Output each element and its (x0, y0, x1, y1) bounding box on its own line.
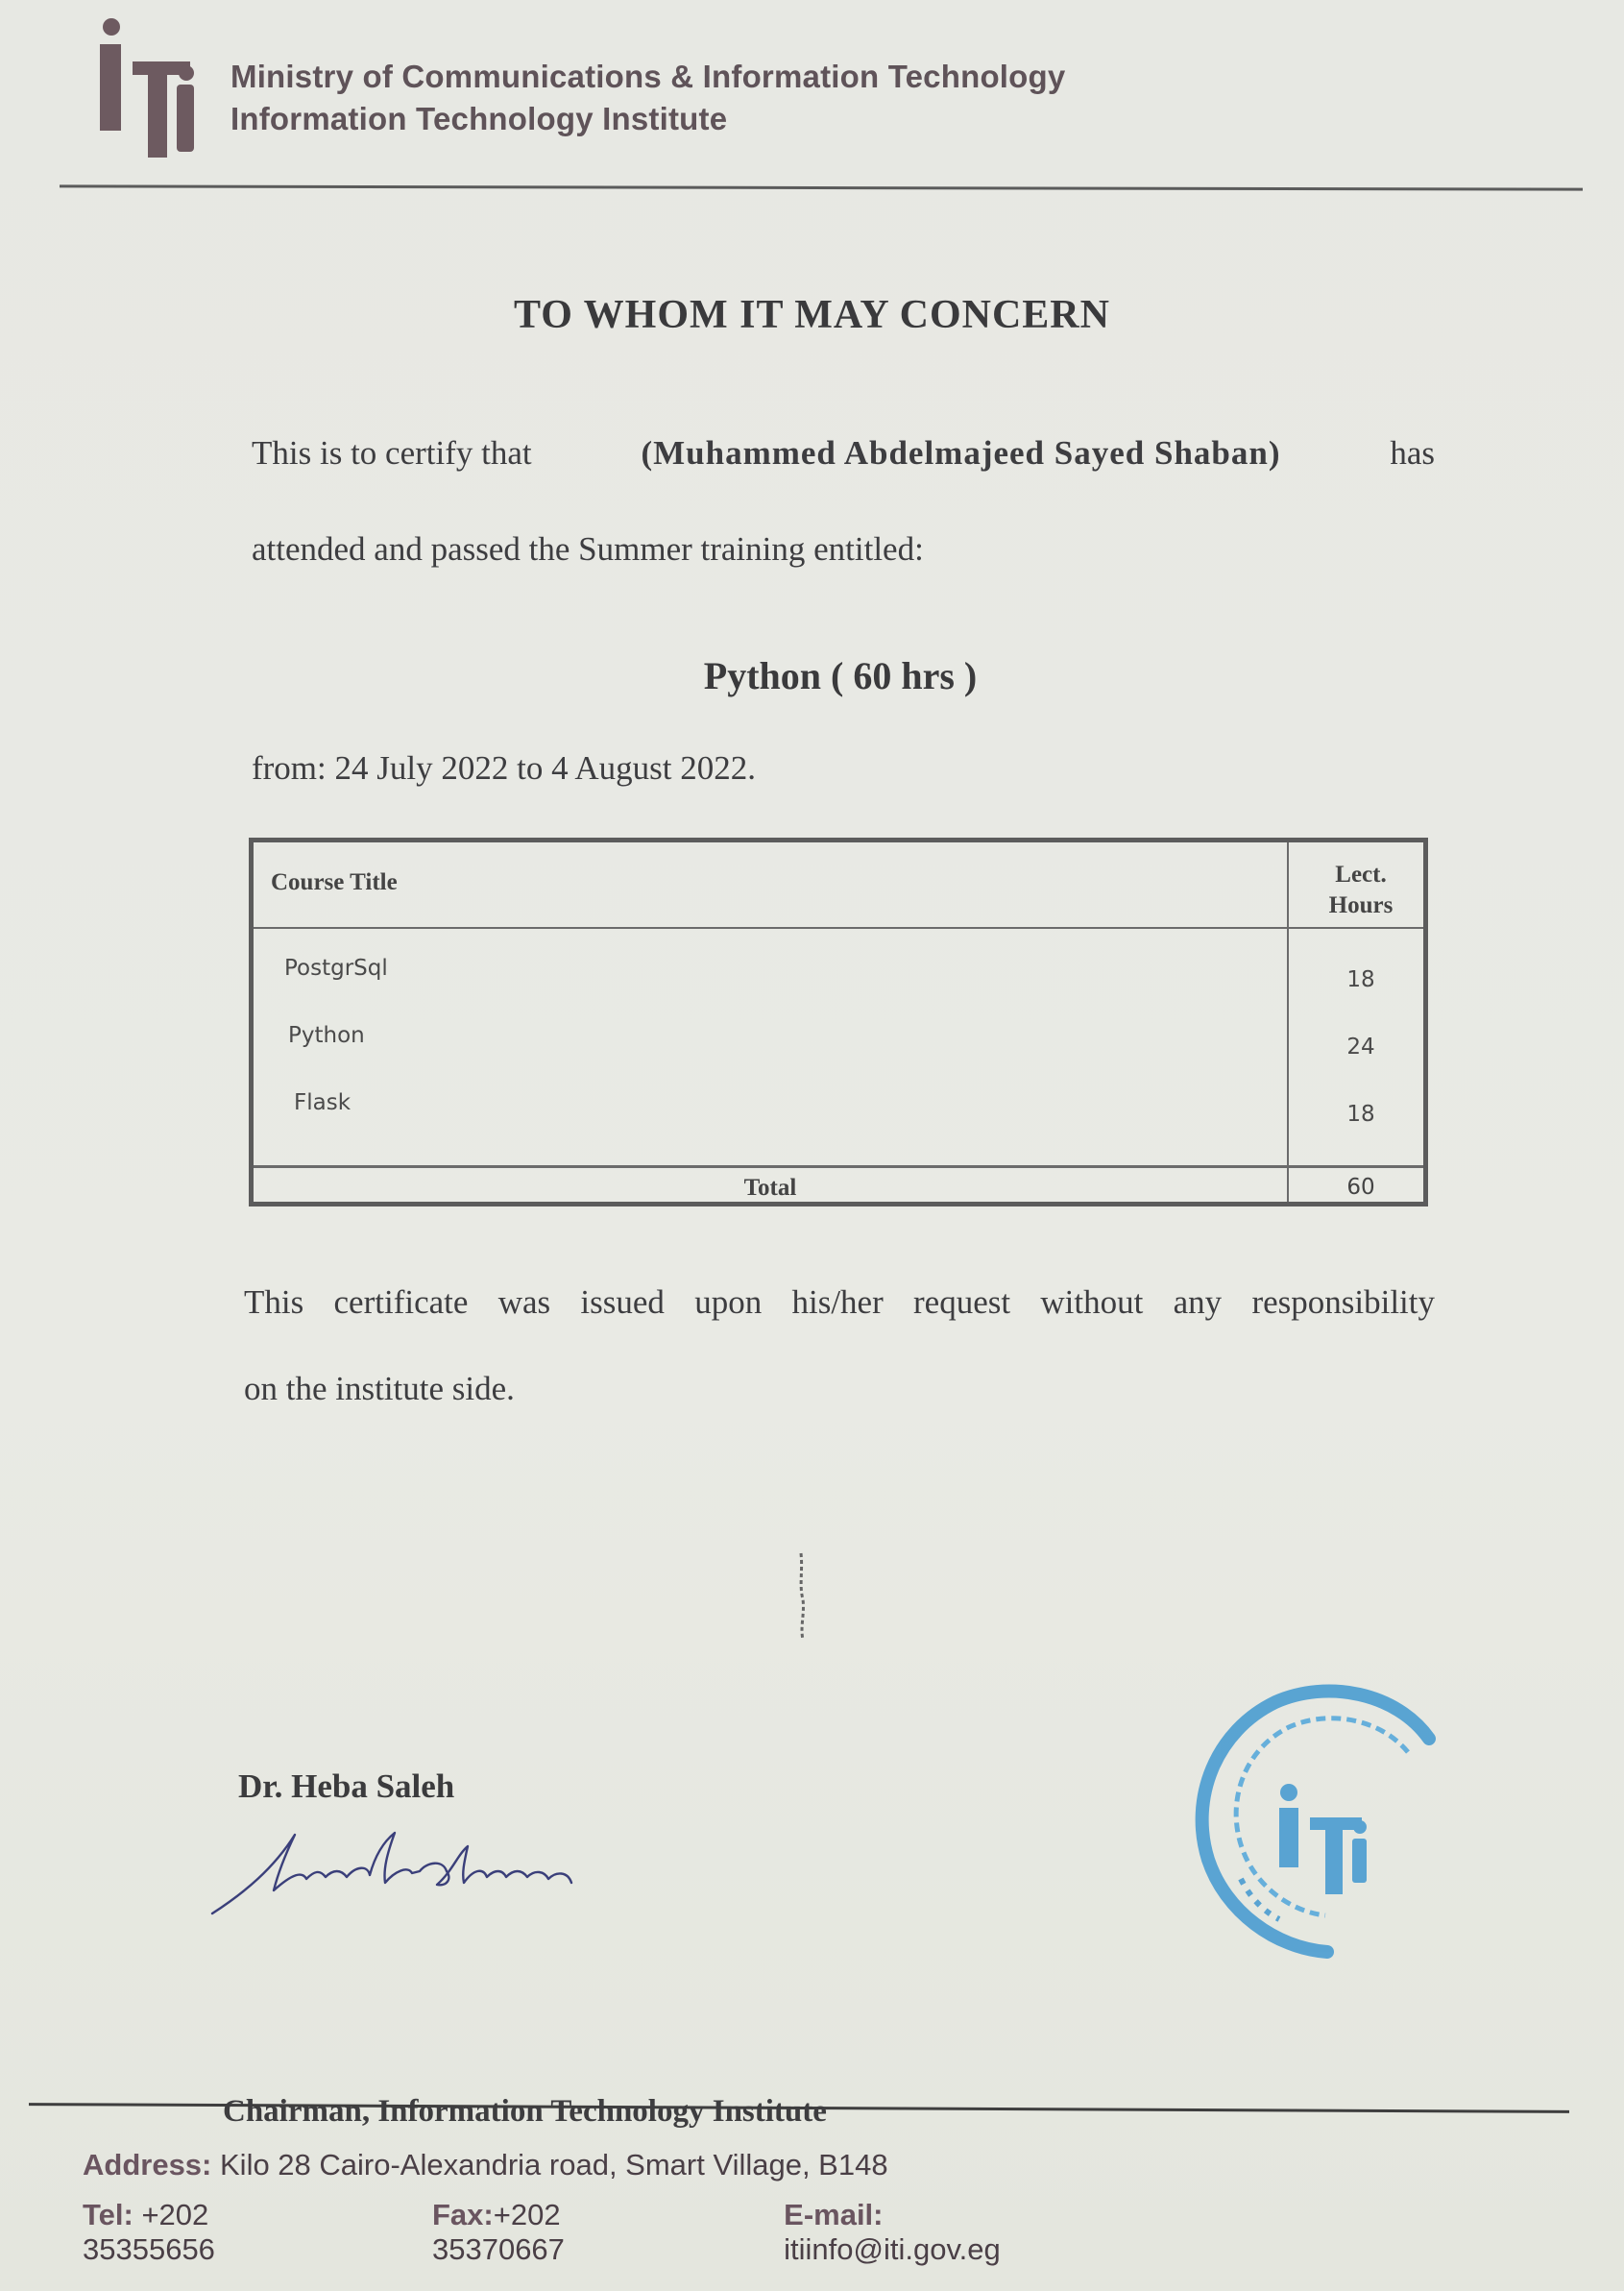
tel-value: +202 35355656 (83, 2198, 215, 2266)
disclaimer-word: responsibility (1251, 1283, 1435, 1321)
course-title: Python ( 60 hrs ) (703, 654, 978, 697)
table-row-hours: 18 (1346, 967, 1375, 992)
email-label: E-mail: (784, 2198, 884, 2231)
column-header-hours (1289, 860, 1433, 921)
column-header-course: Course Title (271, 869, 398, 895)
column-header-hours-line1: Lect. (1335, 862, 1387, 888)
certify-has: has (1390, 434, 1435, 472)
header-divider (60, 184, 1583, 190)
course-table (249, 838, 1428, 1206)
certify-intro: This is to certify that (252, 434, 532, 472)
disclaimer-word: was (497, 1283, 551, 1321)
table-total-divider (254, 1165, 1423, 1168)
address-label: Address: (83, 2148, 212, 2181)
disclaimer-word: certificate (333, 1283, 469, 1321)
disclaimer-word: issued (580, 1283, 665, 1321)
fax-block (432, 2198, 732, 2267)
table-row-hours: 24 (1346, 1035, 1375, 1060)
disclaimer-word: request (913, 1283, 1011, 1321)
disclaimer-word: This (244, 1283, 304, 1321)
tel-label: Tel: (83, 2198, 133, 2231)
table-row-title: Python (288, 1023, 365, 1048)
table-row-title: PostgrSql (284, 956, 388, 981)
email-value: itiinfo@iti.gov.eg (784, 2232, 1001, 2266)
fax-value: +202 35370667 (431, 2198, 565, 2266)
disclaimer-line (244, 1283, 1435, 1322)
handwritten-signature-icon (206, 1816, 610, 1921)
column-header-hours-line2: Hours (1328, 892, 1394, 918)
certify-line (252, 434, 1435, 473)
footer-address (83, 2148, 888, 2182)
fax-label: Fax: (431, 2198, 494, 2231)
attended-line: attended and passed the Summer training entitled: (252, 530, 924, 568)
organization-name (230, 56, 1065, 140)
table-row-hours: 18 (1346, 1102, 1375, 1127)
page-title: TO WHOM IT MAY CONCERN (514, 293, 1110, 337)
disclaimer-word: upon (694, 1283, 763, 1321)
footer-contacts (83, 2198, 1187, 2267)
disclaimer-word: without (1040, 1283, 1144, 1321)
address-value: Kilo 28 Cairo-Alexandria road, Smart Village, B148 (220, 2148, 888, 2181)
tel-block (83, 2198, 380, 2267)
disclaimer-word: any (1173, 1283, 1223, 1321)
signer-title: Chairman, Information Technology Institute (223, 2094, 827, 2129)
training-dates: from: 24 July 2022 to 4 August 2022. (252, 749, 757, 787)
table-header-divider (254, 927, 1423, 929)
table-total-value: 60 (1346, 1175, 1375, 1200)
institute-name: Information Technology Institute (230, 101, 728, 136)
email-block (784, 2198, 1135, 2267)
disclaimer-line-2: on the institute side. (244, 1370, 515, 1407)
table-row-title: Flask (294, 1090, 351, 1115)
recipient-name: (Muhammed Abdelmajeed Sayed Shaban) (641, 434, 1281, 472)
ministry-name: Ministry of Communications & Information Technology (230, 59, 1066, 94)
table-total-label: Total (743, 1175, 797, 1201)
institute-stamp-icon (1183, 1671, 1462, 1969)
disclaimer-word: his/her (791, 1283, 884, 1321)
ink-mark-icon (793, 1551, 811, 1643)
iti-logo-icon (94, 13, 200, 167)
signer-name: Dr. Heba Saleh (238, 1767, 455, 1805)
